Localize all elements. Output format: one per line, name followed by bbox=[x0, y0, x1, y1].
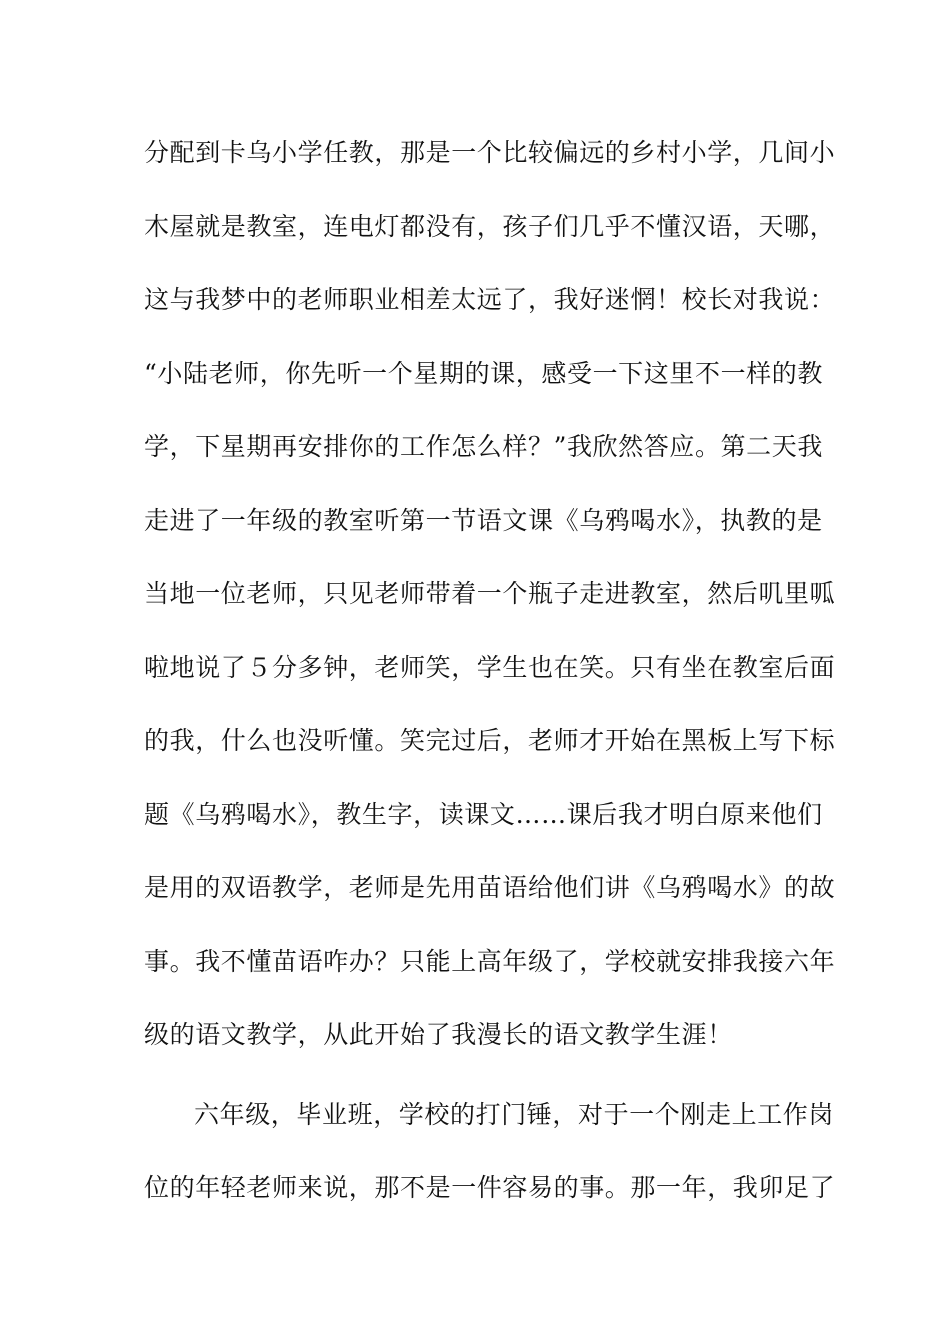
text-line: 事。我不懂苗语咋办？只能上高年级了，学校就安排我接六年 bbox=[144, 946, 836, 976]
text-line: 位的年轻老师来说，那不是一件容易的事。那一年，我卯足了 bbox=[144, 1173, 836, 1202]
text-line: 六年级，毕业班，学校的打门锤，对于一个刚走上工作岗 bbox=[194, 1099, 835, 1129]
text-line: 当地一位老师，只见老师带着一个瓶子走进教室，然后叽里呱 bbox=[144, 579, 836, 608]
text-line: 走进了一年级的教室听第一节语文课《乌鸦喝水》，执教的是 bbox=[144, 505, 823, 535]
text-line: 学，下星期再安排你的工作怎么样？”我欣然答应。第二天我 bbox=[144, 432, 823, 461]
text-line: 级的语文教学，从此开始了我漫长的语文教学生涯！ bbox=[144, 1020, 733, 1049]
text-line: 分配到卡乌小学任教，那是一个比较偏远的乡村小学，几间小 bbox=[144, 138, 836, 167]
paragraph-1 bbox=[144, 128, 836, 1084]
text-line: “小陆老师，你先听一个星期的课，感受一下这里不一样的教 bbox=[144, 358, 823, 388]
paragraph-2 bbox=[144, 1090, 836, 1237]
document-body bbox=[144, 128, 836, 1237]
text-line: 题《乌鸦喝水》，教生字，读课文……课后我才明白原来他们 bbox=[144, 799, 823, 829]
text-line: 的我，什么也没听懂。笑完过后，老师才开始在黑板上写下标 bbox=[144, 726, 836, 755]
text-line: 啦地说了５分多钟，老师笑，学生也在笑。只有坐在教室后面 bbox=[144, 652, 836, 682]
text-line: 木屋就是教室，连电灯都没有，孩子们几乎不懂汉语，天哪， bbox=[144, 211, 836, 241]
text-line: 这与我梦中的老师职业相差太远了，我好迷惘！校长对我说： bbox=[144, 285, 836, 314]
text-line: 是用的双语教学，老师是先用苗语给他们讲《乌鸦喝水》的故 bbox=[144, 873, 836, 902]
